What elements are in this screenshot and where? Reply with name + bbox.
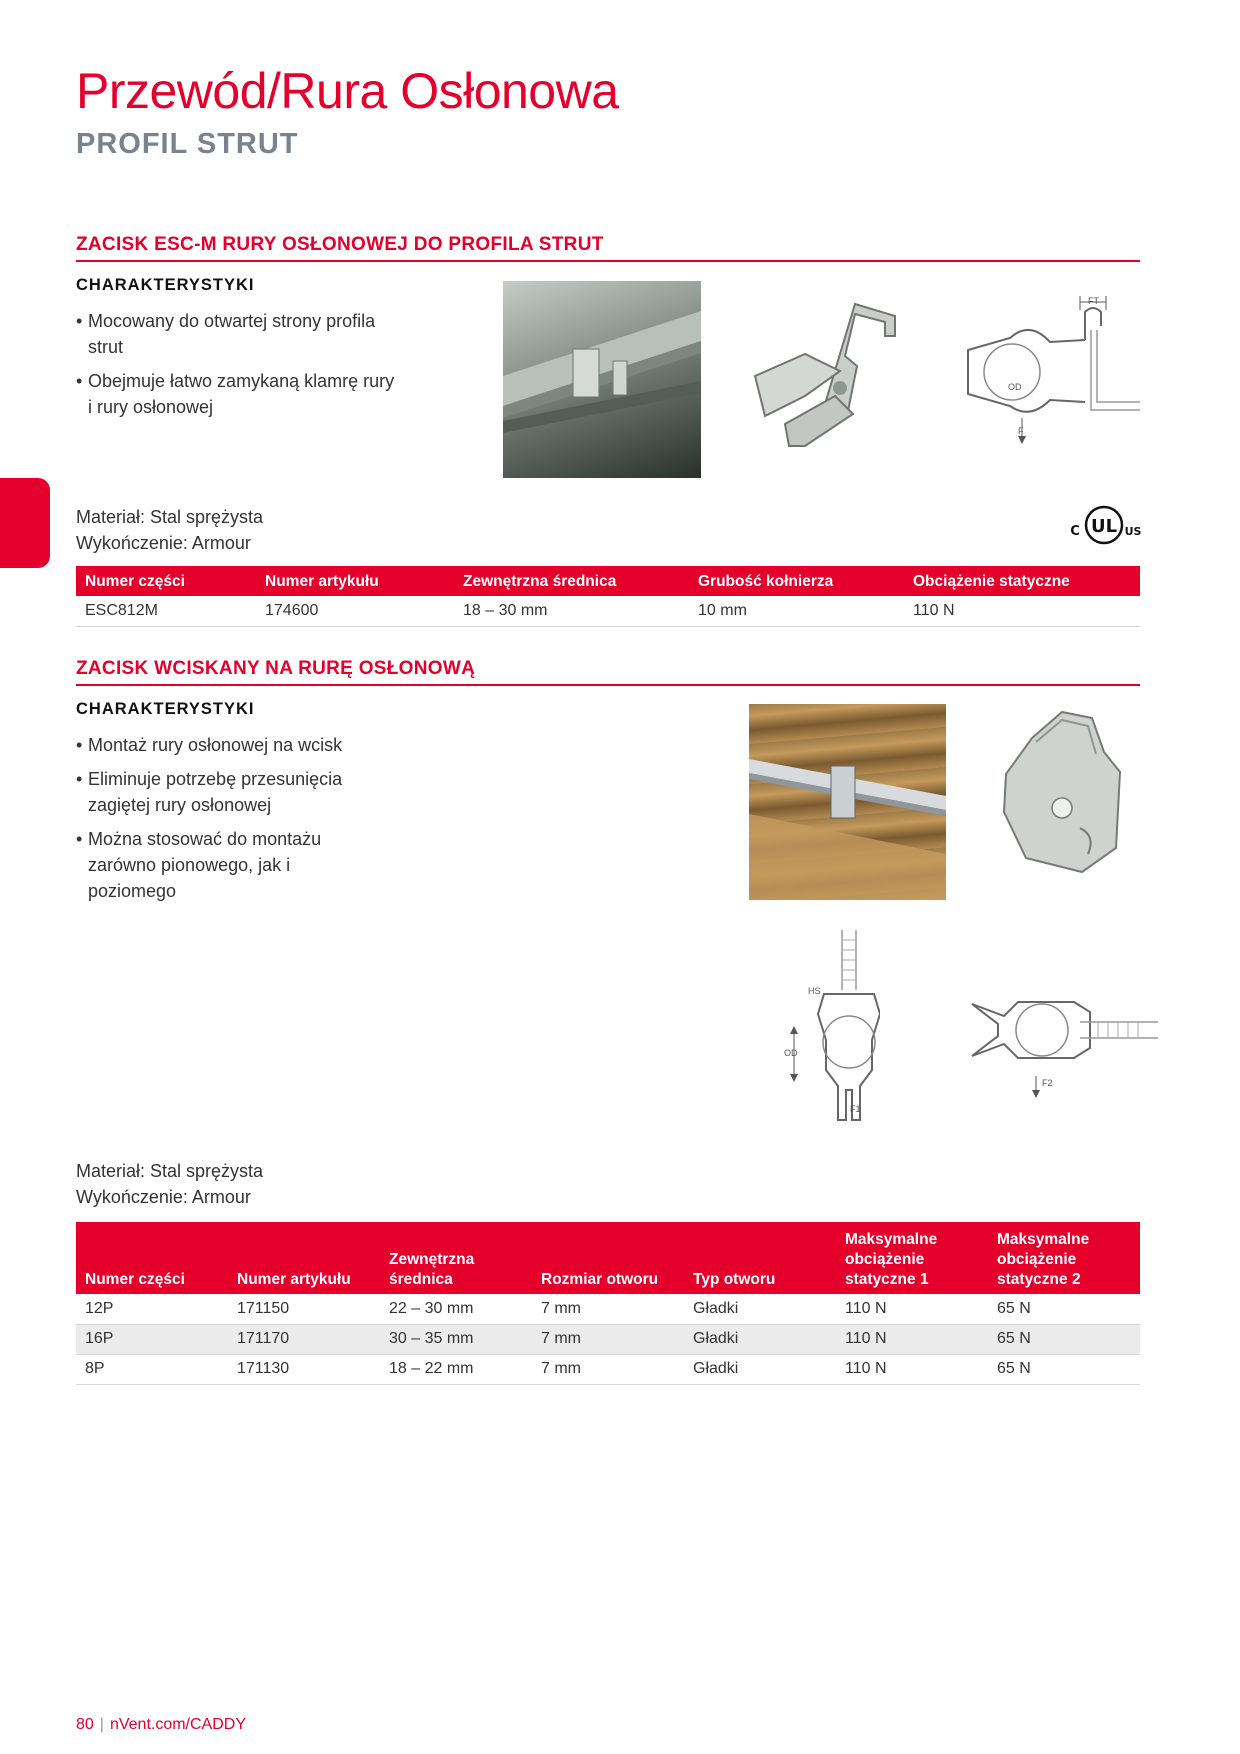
table-cell: 16P [76,1324,228,1354]
finish-text: Wykończenie: Armour [76,533,251,553]
esc-m-clip-illustration [745,296,905,466]
features-label: CHARAKTERYSTYKI [76,276,255,294]
column-header: Numer artykułu [256,566,454,596]
push-clip-illustration [992,708,1132,876]
table-cell: 65 N [988,1324,1140,1354]
column-header: Numer części [76,566,256,596]
features-label: CHARAKTERYSTYKI [76,700,255,718]
page-subtitle: PROFIL STRUT [76,128,299,160]
material-text: Materiał: Stal sprężysta [76,507,264,527]
column-header: Typ otworu [684,1222,836,1294]
table-cell: 171130 [228,1354,380,1384]
spec-table-push-clip [76,1222,1140,1385]
column-header: Rozmiar otworu [532,1222,684,1294]
table-cell: 18 – 30 mm [454,596,689,626]
table-cell: 110 N [836,1294,988,1324]
table-cell: 7 mm [532,1324,684,1354]
footer-separator: | [99,1716,104,1733]
table-row [76,1294,1140,1324]
list-item: • Montaż rury osłonowej na wcisk [76,732,376,758]
table-cell: Gładki [684,1324,836,1354]
diagram-label-od: OD [784,1048,798,1058]
column-header: Obciążenie statyczne [904,566,1140,596]
column-header: Grubość kołnierza [689,566,904,596]
table-cell: 171170 [228,1324,380,1354]
diagram-label-od: OD [1008,382,1022,392]
svg-text:US: US [1124,525,1142,538]
table-cell: 7 mm [532,1294,684,1324]
product-photo-ceiling-installation [749,704,946,900]
diagram-label-f2: F2 [1042,1078,1053,1088]
table-cell: Gładki [684,1354,836,1384]
table-cell: 22 – 30 mm [380,1294,532,1324]
features-list [76,732,376,912]
section-heading-push-clip: ZACISK WCISKANY NA RURĘ OSŁONOWĄ [76,658,1140,686]
table-cell: 110 N [904,596,1140,626]
list-item: • Obejmuje łatwo zamykaną klamrę rury i rury osłonowej [76,368,396,420]
column-header: Maksymalne obciążenie statyczne 2 [988,1222,1140,1294]
diagram-label-hs: HS [808,986,821,996]
website-link[interactable]: nVent.com/CADDY [109,1716,247,1733]
table-cell: 65 N [988,1294,1140,1324]
page-title: Przewód/Rura Osłonowa [76,63,619,119]
page-footer [76,1716,246,1734]
table-cell: ESC812M [76,596,256,626]
table-row [76,1354,1140,1384]
features-list [76,308,396,428]
table-cell: 171150 [228,1294,380,1324]
ul-certification-mark [1066,504,1142,546]
product-photo-strut-installation [503,281,701,478]
strut-installation-illustration [503,281,701,478]
table-cell: 12P [76,1294,228,1324]
table-cell: 30 – 35 mm [380,1324,532,1354]
column-header: Numer artykułu [228,1222,380,1294]
column-header: Maksymalne obciążenie statyczne 1 [836,1222,988,1294]
table-cell: 18 – 22 mm [380,1354,532,1384]
diagram-label-ft: FT [1088,296,1099,306]
diagram-label-f: F [1018,426,1024,436]
table-cell: 110 N [836,1324,988,1354]
column-header: Zewnętrzna średnica [380,1222,532,1294]
svg-text:C: C [1070,524,1080,539]
table-cell: 110 N [836,1354,988,1384]
table-cell: 8P [76,1354,228,1384]
ceiling-installation-illustration [749,704,946,900]
push-clip-vertical-diagram [780,930,880,1126]
table-row [76,596,1140,626]
table-cell: 10 mm [689,596,904,626]
table-cell: Gładki [684,1294,836,1324]
page-number: 80 [76,1716,94,1733]
table-cell: 174600 [256,596,454,626]
esc-m-dimension-diagram [950,290,1140,450]
material-text: Materiał: Stal sprężysta [76,1161,264,1181]
column-header: Zewnętrzna średnica [454,566,689,596]
side-tab-marker [0,478,50,568]
section-heading-esc-m: ZACISK ESC-M RURY OSŁONOWEJ DO PROFILA STRUT [76,234,1140,262]
column-header: Numer części [76,1222,228,1294]
push-clip-horizontal-diagram [968,992,1158,1102]
list-item: • Mocowany do otwartej strony profila strut [76,308,396,360]
table-cell: 7 mm [532,1354,684,1384]
list-item: • Można stosować do montażu zarówno pionowego, jak i poziomego [76,826,376,904]
spec-table-esc-m [76,566,1140,627]
table-cell: 65 N [988,1354,1140,1384]
table-row [76,1324,1140,1354]
finish-text: Wykończenie: Armour [76,1187,251,1207]
svg-text:UL: UL [1090,516,1118,537]
list-item: • Eliminuje potrzebę przesunięcia zagiętej rury osłonowej [76,766,376,818]
diagram-label-f1: F1 [850,1104,861,1114]
